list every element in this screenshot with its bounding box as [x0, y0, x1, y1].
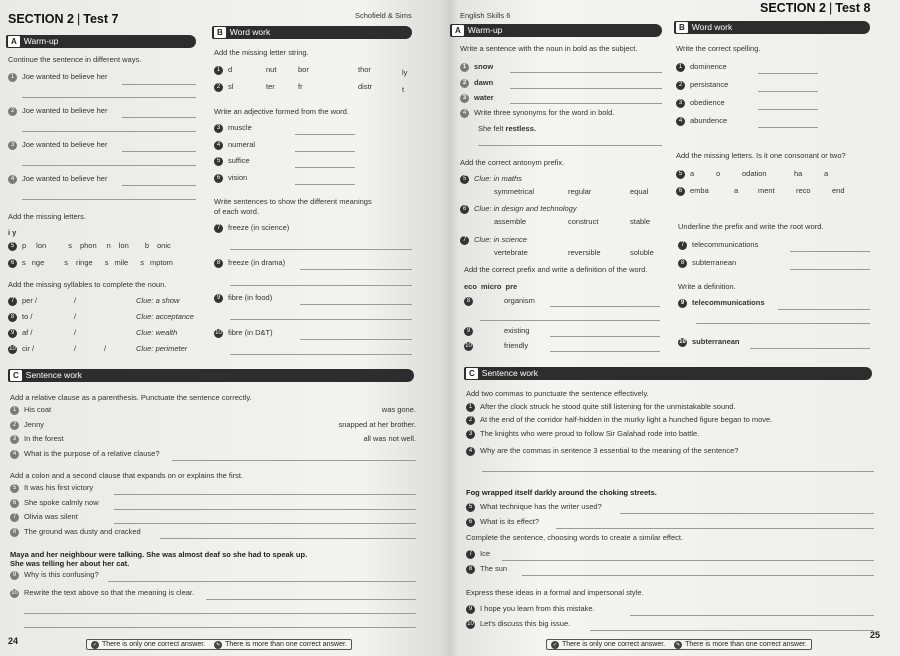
list-item: 9 fibre (in food) [214, 293, 272, 303]
list-item: 10 Let's discuss this big issue. [467, 619, 571, 628]
list-item: 1 After the clock struck he stood quite still listening for the unmistakable sound. [466, 402, 736, 412]
formal-instruction: Express these ideas in a formal and impersonal style. [466, 588, 644, 597]
list-item: 7 Ice [466, 549, 490, 559]
page-number: 25 [870, 630, 881, 640]
antonym-words: vertebrate reversible soluble [494, 248, 654, 257]
list-item: 5 suffice [214, 156, 250, 166]
list-item: 3 muscle [214, 123, 252, 133]
list-item: 9 telecommunications [678, 298, 765, 308]
synonyms-instruction: 4 Write three synonyms for the word in bold. [460, 108, 614, 118]
list-item: 10 cir / / / Clue: perimeter [9, 344, 188, 353]
list-item: 6 What is its effect? [466, 517, 539, 527]
list-item: 8 freeze (in drama) [214, 258, 285, 268]
instruction: Write the correct spelling. [676, 44, 761, 53]
definition-instruction: Write a definition. [678, 282, 736, 291]
instruction: Add the missing letter string. [214, 48, 309, 57]
prefix-instruction: Add the correct prefix and write a definition of the word. [464, 265, 648, 274]
section-b-bar [674, 21, 870, 34]
list-item: 3 In the forest all was not well. [10, 434, 416, 444]
list-item: 8 to / / Clue: acceptance [8, 312, 32, 322]
list-item: 7 per / / Clue: a show [8, 296, 37, 306]
list-item: 3 water [460, 93, 494, 103]
missing-letters-row-1: 5 a o odation ha a [676, 169, 694, 179]
list-item: 8 The ground was dusty and cracked [10, 527, 141, 537]
page-header-right: SECTION 2 | Test 8 [760, 1, 871, 15]
prefix-options: eco micro pre [464, 282, 518, 291]
list-item: 9 I hope you learn from this mistake. [466, 604, 595, 614]
left-page [0, 0, 446, 656]
list-item: 2 persistance [676, 80, 728, 90]
section-b-bar [212, 26, 412, 39]
letters-row-1: 5 p lon s phon n lon b onic [8, 241, 171, 251]
list-item: 2 Jenny snapped at her brother. [10, 420, 416, 430]
section-c-bar [8, 369, 414, 382]
list-item: 4 What is the purpose of a relative clause? [10, 449, 160, 459]
many-answers-icon: ✎ [676, 641, 681, 648]
letters-head: i y [8, 228, 17, 237]
underline-instruction: Underline the prefix and write the root word. [678, 222, 824, 231]
section-c-title: Sentence work [481, 368, 539, 378]
list-item: 10 fibre (in D&T) [215, 328, 273, 337]
section-a-title: Warm-up [467, 25, 503, 35]
right-page [450, 0, 900, 656]
list-item: 8 subterranean [678, 258, 736, 268]
list-item: 1 His coat was gone. [10, 405, 416, 415]
list-item: 6 vision [214, 173, 247, 183]
sentences-instruction-line-1: Write sentences to show the different meanings [214, 197, 372, 206]
section-a-bar [450, 24, 662, 37]
antonym-instruction: Add the correct antonym prefix. [460, 158, 565, 167]
list-item: 5 Clue: in maths [460, 174, 522, 184]
list-item: 2 Joe wanted to believe her [8, 106, 107, 116]
section-a-badge: A [8, 36, 20, 47]
section-a-badge: A [452, 25, 464, 36]
section-b-title: Word work [691, 22, 733, 32]
list-item: 4 abundence [676, 116, 727, 126]
list-item: 7 freeze (in science) [214, 223, 289, 233]
section-b-badge: B [214, 27, 226, 38]
one-answer-icon: ✓ [92, 641, 98, 648]
page-number: 24 [8, 636, 19, 646]
list-item: 8 organism [464, 296, 535, 306]
list-item: 10 friendly [465, 341, 529, 350]
list-item: 9 Why is this confusing? [10, 570, 99, 580]
adjective-instruction: Write an adjective formed from the word. [214, 107, 349, 116]
antonym-words: symmetrical regular equal [494, 187, 649, 196]
test-label: Test 8 [835, 1, 871, 15]
instruction: Add two commas to punctuate the sentence effectively. [466, 389, 649, 398]
list-item: 9 existing [464, 326, 529, 336]
list-item: 5 What technique has the writer used? [466, 502, 602, 512]
list-item: 8 The sun [466, 564, 507, 574]
list-item: 4 Why are the commas in sentence 3 essential to the meaning of the sentence? [466, 446, 738, 456]
book-title: English Skills 6 [460, 11, 511, 20]
section-c-bar [464, 367, 872, 380]
list-item: 1 Joe wanted to believe her [8, 72, 107, 82]
page-header-left: SECTION 2 | Test 7 [8, 12, 119, 26]
letters-row-2: 6 s nge s ringe s mile s mptom [8, 258, 173, 268]
section-a-title: Warm-up [23, 36, 59, 46]
section-c-badge: C [10, 370, 22, 381]
missing-letters-row-2: 6 emba a ment reco end [676, 186, 709, 196]
missing-letters-instruction: Add the missing letters. Is it one consonant or two? [676, 151, 846, 160]
publisher-label: Schofield & Sims [355, 11, 412, 20]
syllables-instruction: Add the missing syllables to complete the noun. [8, 280, 167, 289]
list-item: 9 af / / Clue: wealth [8, 328, 32, 338]
section-c-badge: C [466, 368, 478, 379]
list-item: 6 Clue: in design and technology [460, 204, 577, 214]
section-b-title: Word work [229, 27, 271, 37]
synonym-sentence: She felt restless. [478, 124, 536, 133]
list-item: 7 Olivia was silent [10, 512, 78, 522]
section-c-title: Sentence work [25, 370, 83, 380]
section-label: SECTION 2 [760, 1, 826, 15]
letter-string-row-2: 2 sl ter fr distr t [214, 82, 233, 92]
complete-instruction: Complete the sentence, choosing words to create a similar effect. [466, 533, 684, 542]
list-item: 1 dominence [676, 62, 727, 72]
list-item: 7 Clue: in science [460, 235, 527, 245]
letters-instruction: Add the missing letters. [8, 212, 86, 221]
list-item: 10 Rewrite the text above so that the meaning is clear. [11, 588, 195, 597]
list-item: 2 dawn [460, 78, 493, 88]
letter-string-row-1: 1 d nut bor thor ly [214, 65, 232, 75]
footer-key: ✓ There is only one correct answer. ✎ There is more than one correct answer. [86, 639, 352, 650]
one-answer-icon: ✓ [552, 641, 558, 648]
passage-line-1: Maya and her neighbour were talking. She was almost deaf so she had to speak up. [10, 550, 308, 559]
sentences-instruction-line-2: of each word. [214, 207, 260, 216]
test-label: Test 7 [83, 12, 119, 26]
list-item: 3 The knights who were proud to follow Sir Galahad rode into battle. [466, 429, 699, 439]
footer-key: ✓ There is only one correct answer. ✎ There is more than one correct answer. [546, 639, 812, 650]
list-item: 2 At the end of the corridor half-hidden in the murky light a hunched figure began to move. [466, 415, 772, 425]
list-item: 10 subterranean [679, 337, 740, 346]
list-item: 3 obedience [676, 98, 725, 108]
instruction: Continue the sentence in different ways. [8, 55, 142, 64]
instruction: Write a sentence with the noun in bold as the subject. [460, 44, 638, 53]
list-item: 3 Joe wanted to believe her [8, 140, 107, 150]
passage-line-2: She was telling her about her cat. [10, 559, 130, 568]
list-item: 6 She spoke calmly now [10, 498, 99, 508]
list-item: 4 numeral [214, 140, 255, 150]
list-item: 5 It was his first victory [10, 483, 93, 493]
colon-instruction: Add a colon and a second clause that expands on or explains the first. [10, 471, 244, 480]
list-item: 4 Joe wanted to believe her [8, 174, 107, 184]
instruction: Add a relative clause as a parenthesis. Punctuate the sentence correctly. [10, 393, 252, 402]
list-item: 1 snow [460, 62, 493, 72]
section-a-bar [6, 35, 196, 48]
many-answers-icon: ✎ [216, 641, 221, 648]
section-b-badge: B [676, 22, 688, 33]
list-item: 7 telecommunications [678, 240, 758, 250]
section-label: SECTION 2 [8, 12, 74, 26]
fog-sentence: Fog wrapped itself darkly around the choking streets. [466, 488, 657, 497]
antonym-words: assemble construct stable [494, 217, 651, 226]
